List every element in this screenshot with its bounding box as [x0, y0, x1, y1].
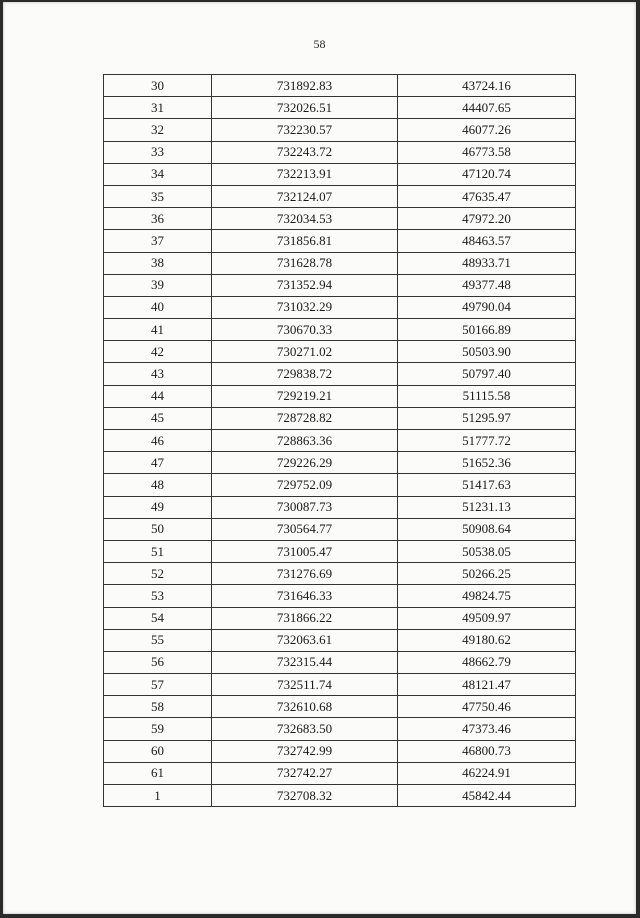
y-coordinate-cell: 47972.20 [398, 208, 576, 230]
page-number: 58 [313, 37, 326, 51]
y-coordinate-cell: 51115.58 [398, 385, 576, 407]
table-row [104, 230, 576, 252]
y-coordinate-cell: 49377.48 [398, 274, 576, 296]
point-number-cell: 52 [104, 563, 212, 585]
point-number-cell: 46 [104, 430, 212, 452]
table-row [104, 607, 576, 629]
point-number-cell: 54 [104, 607, 212, 629]
table-row [104, 540, 576, 562]
y-coordinate-cell: 47373.46 [398, 718, 576, 740]
x-coordinate-cell: 732026.51 [212, 97, 398, 119]
table-row [104, 185, 576, 207]
table-row [104, 629, 576, 651]
table-row [104, 385, 576, 407]
x-coordinate-cell: 729226.29 [212, 452, 398, 474]
table-row [104, 740, 576, 762]
point-number-cell: 48 [104, 474, 212, 496]
x-coordinate-cell: 732315.44 [212, 651, 398, 673]
y-coordinate-cell: 46224.91 [398, 762, 576, 784]
x-coordinate-cell: 732511.74 [212, 674, 398, 696]
table-row [104, 585, 576, 607]
x-coordinate-cell: 731276.69 [212, 563, 398, 585]
point-number-cell: 39 [104, 274, 212, 296]
y-coordinate-cell: 51417.63 [398, 474, 576, 496]
point-number-cell: 49 [104, 496, 212, 518]
y-coordinate-cell: 46077.26 [398, 119, 576, 141]
point-number-cell: 41 [104, 319, 212, 341]
y-coordinate-cell: 47635.47 [398, 185, 576, 207]
x-coordinate-cell: 732243.72 [212, 141, 398, 163]
x-coordinate-cell: 732742.27 [212, 762, 398, 784]
y-coordinate-cell: 50166.89 [398, 319, 576, 341]
table-row [104, 762, 576, 784]
table-row [104, 274, 576, 296]
table-row [104, 474, 576, 496]
point-number-cell: 37 [104, 230, 212, 252]
point-number-cell: 35 [104, 185, 212, 207]
point-number-cell: 1 [104, 785, 212, 807]
point-number-cell: 47 [104, 452, 212, 474]
point-number-cell: 45 [104, 407, 212, 429]
x-coordinate-cell: 732063.61 [212, 629, 398, 651]
point-number-cell: 59 [104, 718, 212, 740]
table-row [104, 696, 576, 718]
table-row [104, 363, 576, 385]
table-row [104, 163, 576, 185]
x-coordinate-cell: 729219.21 [212, 385, 398, 407]
table-row [104, 718, 576, 740]
x-coordinate-cell: 731628.78 [212, 252, 398, 274]
x-coordinate-cell: 732213.91 [212, 163, 398, 185]
y-coordinate-cell: 48463.57 [398, 230, 576, 252]
y-coordinate-cell: 50908.64 [398, 518, 576, 540]
x-coordinate-cell: 732124.07 [212, 185, 398, 207]
x-coordinate-cell: 730670.33 [212, 319, 398, 341]
x-coordinate-cell: 732708.32 [212, 785, 398, 807]
x-coordinate-cell: 731866.22 [212, 607, 398, 629]
x-coordinate-cell: 732610.68 [212, 696, 398, 718]
table-row [104, 97, 576, 119]
y-coordinate-cell: 44407.65 [398, 97, 576, 119]
table-row [104, 119, 576, 141]
table-row [104, 430, 576, 452]
point-number-cell: 38 [104, 252, 212, 274]
point-number-cell: 43 [104, 363, 212, 385]
x-coordinate-cell: 728863.36 [212, 430, 398, 452]
x-coordinate-cell: 731352.94 [212, 274, 398, 296]
point-number-cell: 33 [104, 141, 212, 163]
point-number-cell: 58 [104, 696, 212, 718]
x-coordinate-cell: 731646.33 [212, 585, 398, 607]
table-row [104, 563, 576, 585]
y-coordinate-cell: 49180.62 [398, 629, 576, 651]
x-coordinate-cell: 731032.29 [212, 296, 398, 318]
y-coordinate-cell: 46773.58 [398, 141, 576, 163]
y-coordinate-cell: 49790.04 [398, 296, 576, 318]
point-number-cell: 51 [104, 540, 212, 562]
point-number-cell: 61 [104, 762, 212, 784]
point-number-cell: 31 [104, 97, 212, 119]
point-number-cell: 32 [104, 119, 212, 141]
y-coordinate-cell: 48121.47 [398, 674, 576, 696]
table-row [104, 452, 576, 474]
table-row [104, 518, 576, 540]
point-number-cell: 55 [104, 629, 212, 651]
x-coordinate-cell: 732034.53 [212, 208, 398, 230]
table-row [104, 319, 576, 341]
table-row [104, 341, 576, 363]
document-page [3, 2, 636, 914]
coordinate-table-body [104, 75, 576, 807]
table-row [104, 208, 576, 230]
y-coordinate-cell: 50503.90 [398, 341, 576, 363]
table-row [104, 651, 576, 673]
y-coordinate-cell: 50538.05 [398, 540, 576, 562]
x-coordinate-cell: 732742.99 [212, 740, 398, 762]
point-number-cell: 30 [104, 75, 212, 97]
table-row [104, 141, 576, 163]
y-coordinate-cell: 47120.74 [398, 163, 576, 185]
table-row [104, 785, 576, 807]
x-coordinate-cell: 729838.72 [212, 363, 398, 385]
y-coordinate-cell: 48933.71 [398, 252, 576, 274]
y-coordinate-cell: 51231.13 [398, 496, 576, 518]
point-number-cell: 42 [104, 341, 212, 363]
y-coordinate-cell: 51295.97 [398, 407, 576, 429]
x-coordinate-cell: 731892.83 [212, 75, 398, 97]
y-coordinate-cell: 49509.97 [398, 607, 576, 629]
y-coordinate-cell: 46800.73 [398, 740, 576, 762]
point-number-cell: 57 [104, 674, 212, 696]
y-coordinate-cell: 50266.25 [398, 563, 576, 585]
y-coordinate-cell: 51652.36 [398, 452, 576, 474]
x-coordinate-cell: 732230.57 [212, 119, 398, 141]
x-coordinate-cell: 728728.82 [212, 407, 398, 429]
coordinate-table [103, 74, 576, 807]
table-row [104, 674, 576, 696]
y-coordinate-cell: 48662.79 [398, 651, 576, 673]
point-number-cell: 50 [104, 518, 212, 540]
y-coordinate-cell: 51777.72 [398, 430, 576, 452]
y-coordinate-cell: 47750.46 [398, 696, 576, 718]
y-coordinate-cell: 50797.40 [398, 363, 576, 385]
x-coordinate-cell: 730564.77 [212, 518, 398, 540]
table-row [104, 296, 576, 318]
point-number-cell: 36 [104, 208, 212, 230]
y-coordinate-cell: 49824.75 [398, 585, 576, 607]
point-number-cell: 60 [104, 740, 212, 762]
y-coordinate-cell: 45842.44 [398, 785, 576, 807]
point-number-cell: 53 [104, 585, 212, 607]
table-row [104, 75, 576, 97]
x-coordinate-cell: 731005.47 [212, 540, 398, 562]
point-number-cell: 56 [104, 651, 212, 673]
point-number-cell: 34 [104, 163, 212, 185]
x-coordinate-cell: 729752.09 [212, 474, 398, 496]
x-coordinate-cell: 732683.50 [212, 718, 398, 740]
y-coordinate-cell: 43724.16 [398, 75, 576, 97]
x-coordinate-cell: 731856.81 [212, 230, 398, 252]
table-row [104, 407, 576, 429]
point-number-cell: 44 [104, 385, 212, 407]
x-coordinate-cell: 730271.02 [212, 341, 398, 363]
table-row [104, 252, 576, 274]
table-row [104, 496, 576, 518]
x-coordinate-cell: 730087.73 [212, 496, 398, 518]
point-number-cell: 40 [104, 296, 212, 318]
